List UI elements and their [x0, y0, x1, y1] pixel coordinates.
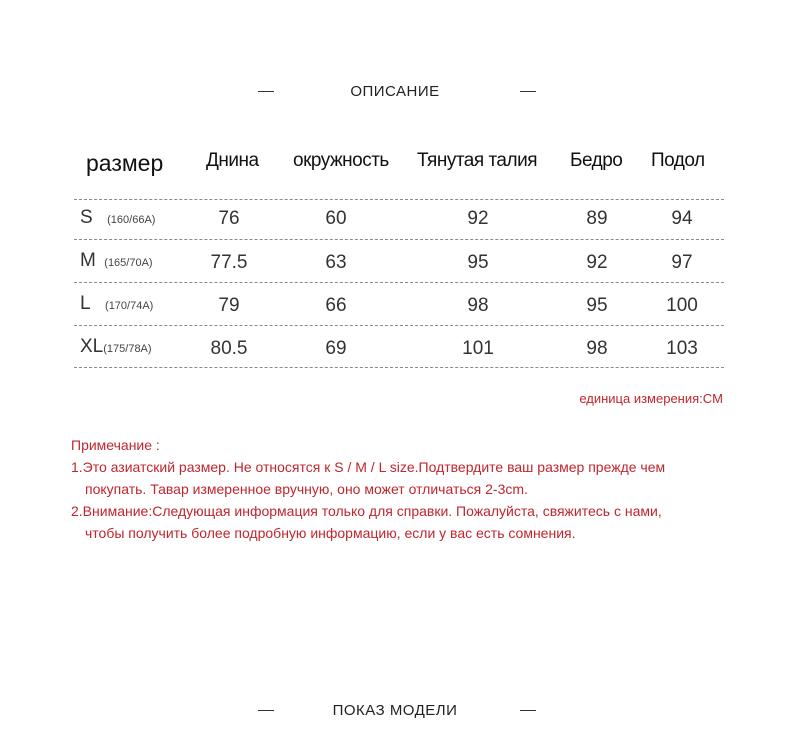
size-note: (160/66A)	[107, 214, 156, 226]
row-divider	[74, 239, 724, 240]
cell-length: 79	[218, 295, 240, 316]
column-header-hip: Бедро	[570, 150, 623, 171]
note-item-1: 1.Это азиатский размер. Не относятся к S / M / L size.Подтвердите ваш размер прежде чем	[71, 459, 666, 475]
section-heading-description	[0, 80, 790, 104]
size-note: (175/78A)	[103, 343, 152, 355]
heading-dash-right	[520, 710, 536, 711]
notes-heading: Примечание :	[71, 437, 160, 453]
column-header-size: размер	[86, 150, 164, 176]
row-divider	[74, 199, 724, 200]
size-code: XL	[80, 336, 104, 357]
column-header-length: Днина	[206, 150, 259, 171]
cell-hem: 97	[671, 252, 693, 273]
cell-hip: 95	[586, 295, 608, 316]
size-note: (165/70A)	[104, 257, 153, 269]
note-item-2-continued: чтобы получить более подробную информацию, если у вас есть сомнения.	[85, 525, 576, 541]
size-label	[80, 250, 153, 272]
column-header-bust: окружность	[293, 150, 389, 171]
cell-length: 76	[218, 208, 240, 229]
section-title: ПОКАЗ МОДЕЛИ	[332, 702, 458, 719]
cell-hip: 98	[586, 338, 608, 359]
size-label	[80, 207, 155, 229]
heading-dash-right	[520, 91, 536, 92]
notes-block	[71, 434, 751, 544]
cell-bust: 60	[325, 208, 347, 229]
row-divider	[74, 325, 724, 326]
column-header-hem: Подол	[651, 150, 705, 171]
unit-note: единица измерения:CM	[579, 391, 723, 406]
note-item-1-continued: покупать. Тавар измеренное вручную, оно может отличаться 2-3cm.	[85, 481, 528, 497]
cell-bust: 69	[325, 338, 347, 359]
cell-length: 77.5	[210, 252, 248, 273]
cell-waist: 101	[462, 338, 494, 359]
cell-waist: 92	[467, 208, 489, 229]
row-divider	[74, 282, 724, 283]
size-code: L	[80, 293, 91, 314]
section-title: ОПИСАНИЕ	[350, 83, 440, 100]
note-item-2: 2.Внимание:Следующая информация только для справки. Пожалуйста, свяжитесь с нами,	[71, 503, 662, 519]
size-code: M	[80, 250, 96, 271]
cell-length: 80.5	[210, 338, 248, 359]
column-header-waist: Тянутая талия	[417, 150, 537, 171]
cell-waist: 98	[467, 295, 489, 316]
cell-hem: 103	[666, 338, 698, 359]
cell-bust: 66	[325, 295, 347, 316]
row-divider	[74, 367, 724, 368]
size-label	[80, 336, 152, 358]
cell-hip: 92	[586, 252, 608, 273]
cell-hem: 94	[671, 208, 693, 229]
cell-waist: 95	[467, 252, 489, 273]
size-note: (170/74A)	[105, 300, 154, 312]
cell-hip: 89	[586, 208, 608, 229]
size-code: S	[80, 207, 93, 228]
cell-bust: 63	[325, 252, 347, 273]
size-label	[80, 293, 153, 315]
section-heading-model-show	[0, 699, 790, 723]
cell-hem: 100	[666, 295, 698, 316]
